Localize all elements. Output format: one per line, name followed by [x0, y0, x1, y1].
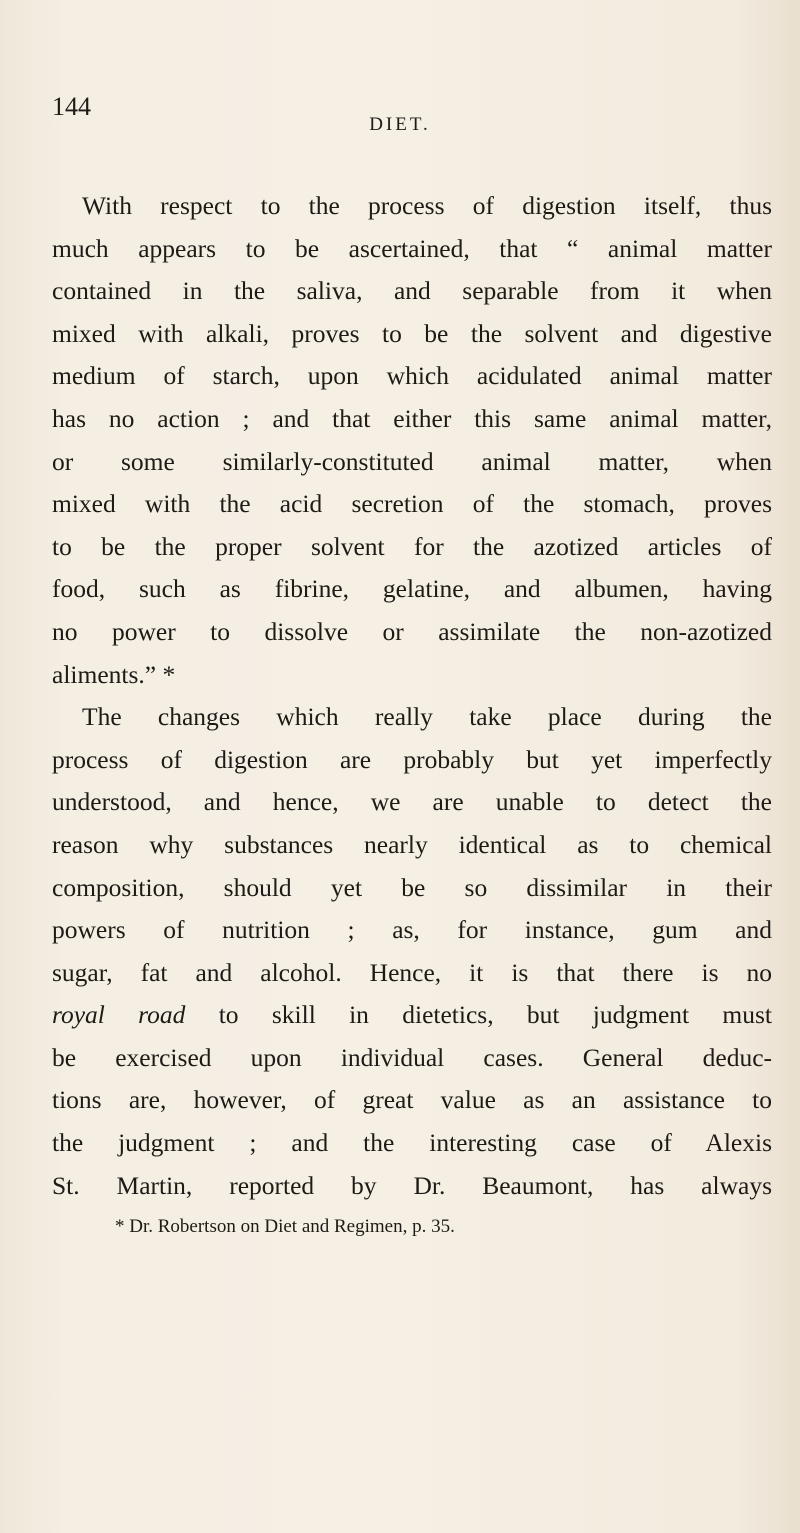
text-line: aliments.” *: [52, 659, 176, 689]
text-line: food, such as fibrine, gelatine, and albumen, having: [52, 574, 772, 604]
running-head: DIET.: [369, 114, 431, 135]
text-line: With respect to the process of digestion itself, thus: [82, 191, 772, 220]
text-line: reason why substances nearly identical as to chemical: [52, 829, 772, 859]
text-line: much appears to be ascertained, that “ animal matter: [52, 233, 772, 263]
footnote: * Dr. Robertson on Diet and Regimen, p. 35.: [115, 1216, 455, 1237]
text-line: contained in the saliva, and separable from it when: [52, 276, 772, 306]
text-line: the judgment ; and the interesting case of Alexis: [52, 1128, 772, 1158]
text-line: process of digestion are probably but yet imperfectly: [52, 744, 772, 774]
text-line: medium of starch, upon which acidulated animal matter: [52, 361, 772, 391]
text-line-italic: [52, 994, 772, 1037]
text-line: understood, and hence, we are unable to detect the: [52, 787, 772, 817]
text-line: to be the proper solvent for the azotized articles of: [52, 531, 772, 561]
text-line: St. Martin, reported by Dr. Beaumont, has always: [52, 1170, 772, 1200]
text-line: has no action ; and that either this same animal matter,: [52, 403, 772, 433]
text-line: mixed with the acid secretion of the stomach, proves: [52, 489, 772, 519]
body-text: [52, 185, 772, 1207]
text-line: powers of nutrition ; as, for instance, gum and: [52, 915, 772, 945]
page-number: 144: [52, 92, 91, 121]
text-line: The changes which really take place during the: [82, 702, 772, 732]
text-line: sugar, fat and alcohol. Hence, it is that there is no: [52, 957, 772, 987]
text-line: or some similarly-constituted animal matter, when: [52, 446, 772, 476]
text-line: mixed with alkali, proves to be the solvent and digestive: [52, 318, 772, 348]
text-line: be exercised upon individual cases. General deduc-: [52, 1042, 772, 1072]
text-line-rest: to skill in dietetics, but judgment must: [185, 1000, 772, 1030]
text-line: no power to dissolve or assimilate the non-azotized: [52, 616, 772, 646]
text-line: tions are, however, of great value as an assistance to: [52, 1085, 772, 1115]
text-line: composition, should yet be so dissimilar in their: [52, 872, 772, 902]
italic-phrase: royal road: [52, 1000, 186, 1030]
